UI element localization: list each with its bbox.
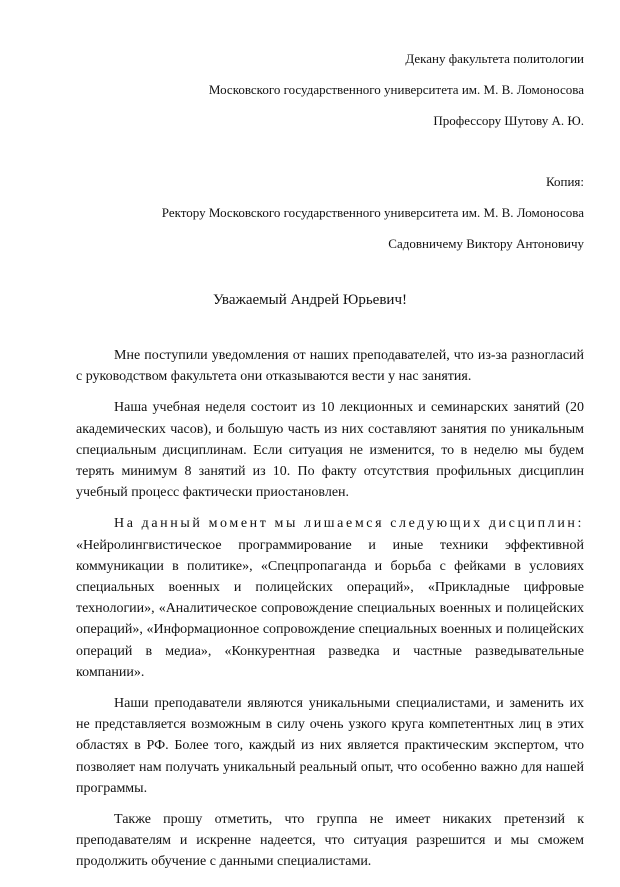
paragraph-3-lead: На данный момент мы лишаемся следующих дисциплин: <box>114 516 584 532</box>
paragraph-3-rest: «Нейролингвистическое программирование и иные техники эффективной коммуникации в политике», «Спецпропаганда и борьба с фейками в условиях специальных военных и полицейских операций», «Прикладные цифровые технологии», «Аналитическое сопровождение специальных военных и полицейских операций», «Информационное сопровождение специальных военных и полицейских операций в медиа», «Конкурентная разведка и частные разведывательные компании». <box>76 537 584 680</box>
paragraph-4: Наши преподаватели являются уникальными специалистами, и заменить их не представляется возможным в силу очень узкого круга компетентных лиц в этих областях в РФ. Более того, каждый из них является практическим экспертом, что позволяет нам получать уникальный реальный опыт, что особенно важно для нашей программы. <box>76 696 584 796</box>
paragraph-3 <box>76 513 584 683</box>
recipient-line-3: Профессору Шутову А. Ю. <box>433 113 584 128</box>
paragraph-5: Также прошу отметить, что группа не имеет никаких претензий к преподавателям и искренне надеется, что ситуация разрешится и мы сможем продолжить обучение с данными специалистами. <box>76 812 584 870</box>
paragraph-1: Мне поступили уведомления от наших преподавателей, что из-за разногласий с руководством факультета они отказываются вести у нас занятия. <box>76 348 584 385</box>
letter-body <box>76 345 584 883</box>
paragraph-2: Наша учебная неделя состоит из 10 лекционных и семинарских занятий (20 академических часов), и большую часть из них составляют занятия по уникальным специальным дисциплинам. Если ситуация не изменится, то в неделю мы будем терять минимум 8 занятий из 10. По факту отсутствия профильных дисциплин учебный процесс фактически приостановлен. <box>76 400 584 501</box>
recipient-line-1: Декану факультета политологии <box>405 51 584 66</box>
greeting: Уважаемый Андрей Юрьевич! <box>213 292 407 308</box>
copy-line-2: Садовничему Виктору Антоновичу <box>388 236 584 251</box>
copy-label: Копия: <box>545 174 584 189</box>
recipient-line-2: Московского государственного университета им. М. В. Ломоносова <box>208 82 584 97</box>
copy-line-1: Ректору Московского государственного университета им. М. В. Ломоносова <box>161 205 584 220</box>
